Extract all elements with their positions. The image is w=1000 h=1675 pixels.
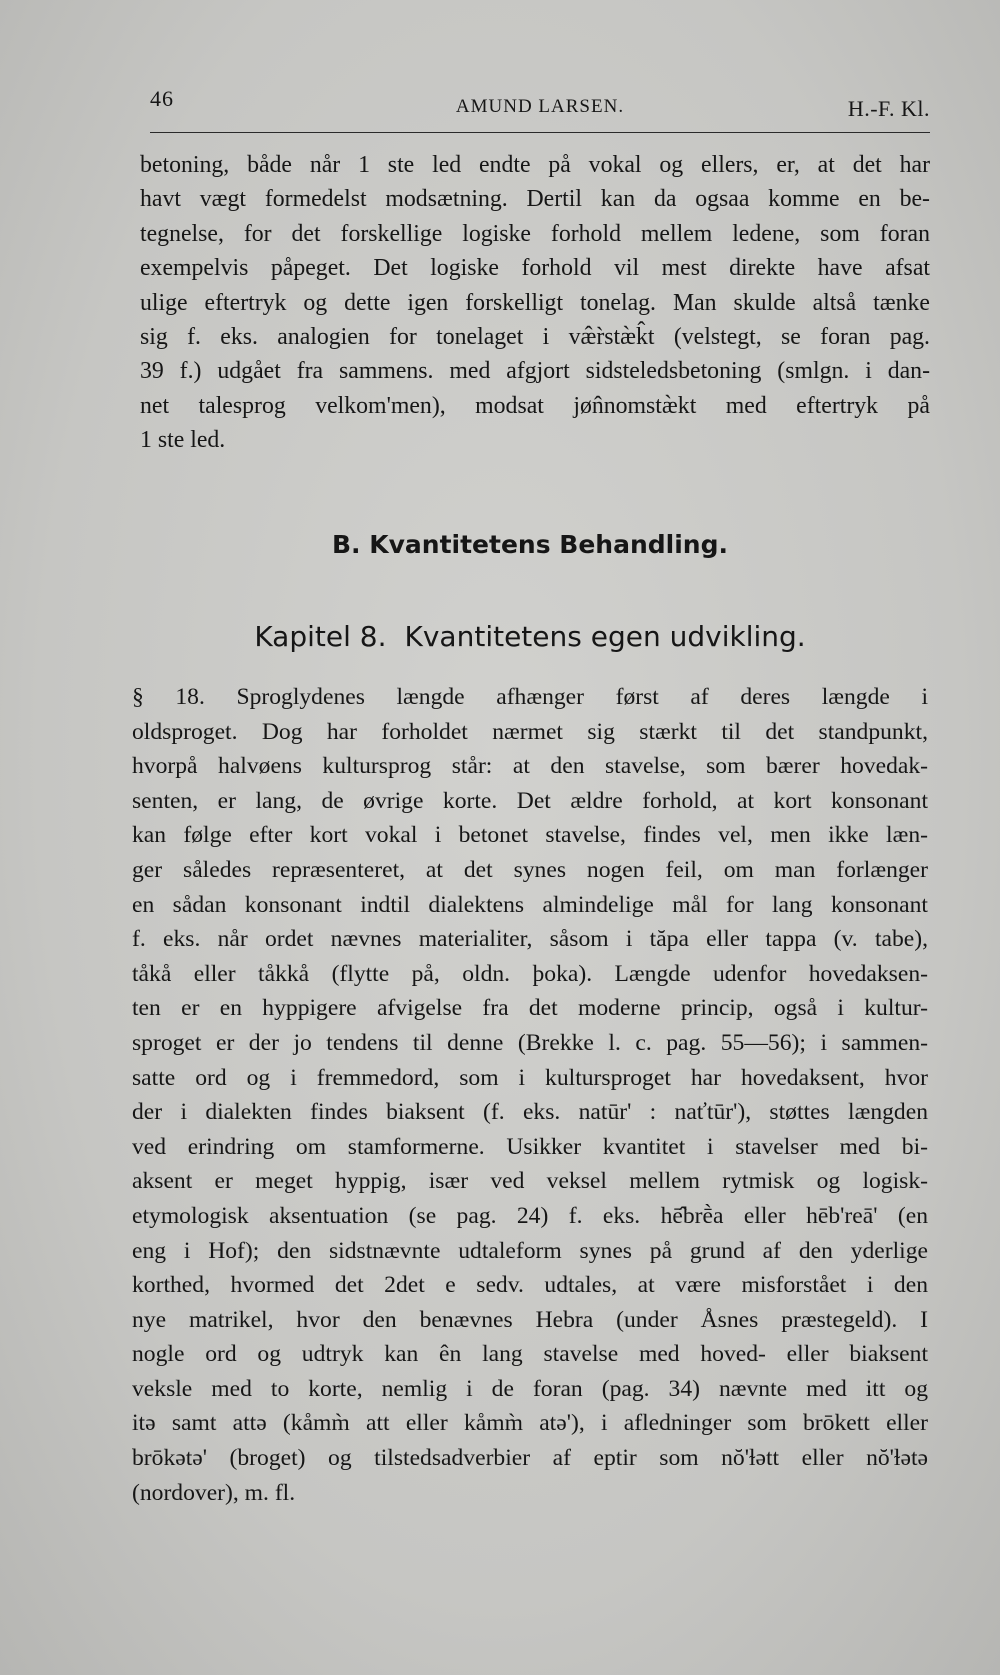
running-author: AMUND LARSEN. xyxy=(455,96,625,117)
text-line: hvorpå halvøens kultursprog står: at den stavelse, som bærer hovedak- xyxy=(132,753,928,780)
text-line: senten, er lang, de øvrige korte. Det ældre forhold, at kort konsonant xyxy=(132,787,928,814)
text-line: f. eks. når ordet nævnes materialiter, såsom i tăpa eller tappa (v. tabe), xyxy=(132,926,928,953)
chapter-title: Kvantitetens egen udvikling. xyxy=(404,620,806,653)
text-line: kan følge efter kort vokal i betonet stavelse, findes vel, men ikke læn- xyxy=(132,822,928,849)
text-line: net talesprog velkom'men), modsat jøn̂nomstæ̀kt med eftertryk på xyxy=(140,392,930,419)
page-number: 46 xyxy=(150,86,174,111)
text-line: ulige eftertryk og dette igen forskelligt tonelag. Man skulde altså tænke xyxy=(140,289,930,316)
text-line: sproget er der jo tendens til denne (Brekke l. c. pag. 55—56); i sammen- xyxy=(132,1029,928,1056)
running-section: H.-F. Kl. xyxy=(847,96,930,121)
chapter-heading xyxy=(0,620,1000,653)
text-line: etymologisk aksentuation (se pag. 24) f. eks. hē̂brḕa eller hēb'reā' (en xyxy=(132,1202,928,1229)
text-line: 1 ste led. xyxy=(140,427,226,454)
paragraph-continuation xyxy=(140,148,930,458)
text-line: brōkətə' (broget) og tilstedsadverbier af eptir som nŏ'ɫətt eller nŏ'ɫətə xyxy=(132,1445,928,1472)
text-line: (nordover), m. fl. xyxy=(132,1479,296,1506)
text-line: itə samt attə (kåmm̀ att eller kåmm̀ atə'), i afledninger som brōkett eller xyxy=(132,1410,928,1437)
text-line: betoning, både når 1 ste led endte på vokal og ellers, er, at det har xyxy=(140,152,930,178)
text-line: satte ord og i fremmedord, som i kultursproget har hovedaksent, hvor xyxy=(132,1064,928,1091)
text-line: korthed, hvormed det 2det e sedv. udtales, at være misforstået i den xyxy=(132,1272,928,1299)
paragraph-18 xyxy=(132,680,928,1510)
text-line: aksent er meget hyppig, især ved veksel mellem rytmisk og logisk- xyxy=(132,1168,928,1195)
text-line: eng i Hof); den sidstnævnte udtaleform synes på grund af den yderlige xyxy=(132,1237,928,1264)
text-line: havt vægt formedelst modsætning. Dertil kan da ogsaa komme en be- xyxy=(140,186,930,213)
text-line: tegnelse, for det forskellige logiske forhold mellem ledene, som foran xyxy=(140,220,930,247)
text-line: veksle med to korte, nemlig i de foran (pag. 34) nævnte med itt og xyxy=(132,1375,928,1402)
running-header xyxy=(150,86,930,133)
text-line: ved erindring om stamformerne. Usikker kvantitet i stavelser med bi- xyxy=(132,1133,928,1160)
text-line: tåkå eller tåkkå (flytte på, oldn. þoka). Længde udenfor hovedaksen- xyxy=(132,960,928,987)
text-line: der i dialekten findes biaksent (f. eks. natūr' : naťtūr'), støttes længden xyxy=(132,1099,928,1126)
text-line: sig f. eks. analogien for tonelaget i væ̂r̀stæ̀k̂t (velstegt, se foran pag. xyxy=(140,324,930,351)
section-heading: B. Kvantitetens Behandling. xyxy=(331,530,728,559)
text-line: nye matrikel, hvor den benævnes Hebra (under Åsnes præstegeld). I xyxy=(132,1306,928,1333)
text-line: en sådan konsonant indtil dialektens almindelige mål for lang konsonant xyxy=(132,891,928,918)
text-line: oldsproget. Dog har forholdet nærmet sig stærkt til det standpunkt, xyxy=(132,718,928,745)
text-line: § 18. Sproglydenes længde afhænger først af deres længde i xyxy=(132,684,928,710)
chapter-label: Kapitel 8. xyxy=(254,620,387,653)
text-line: ger således repræsenteret, at det synes nogen feil, om man forlænger xyxy=(132,856,928,883)
text-line: nogle ord og udtryk kan ên lang stavelse med hoved- eller biaksent xyxy=(132,1341,928,1368)
text-line: 39 f.) udgået fra sammens. med afgjort sidsteledsbetoning (smlgn. i dan- xyxy=(140,358,930,385)
text-line: ten er en hyppigere afvigelse fra det moderne princip, også i kultur- xyxy=(132,995,928,1022)
text-line: exempelvis påpeget. Det logiske forhold vil mest direkte have afsat xyxy=(140,255,930,282)
